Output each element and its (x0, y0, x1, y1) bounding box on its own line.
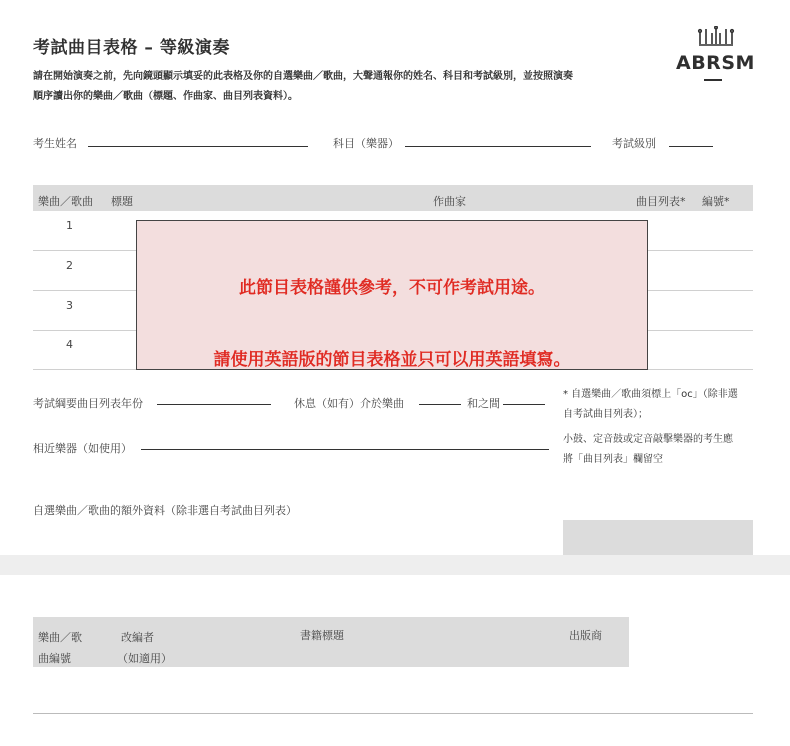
rest-between-field-1[interactable] (419, 404, 461, 405)
col-piece-number-line-2: 曲編號 (38, 652, 71, 665)
own-choice-info-label: 自選樂曲／歌曲的額外資料（除非選自考試曲目列表） (33, 504, 297, 517)
table-row-number: 3 (66, 299, 73, 312)
percussion-note-line-1: 小鼓、定音鼓或定音敲擊樂器的考生應 (563, 434, 733, 445)
syllabus-year-field[interactable] (157, 404, 271, 405)
page2-row-divider (33, 713, 753, 714)
own-choice-note-line-2: 自考試曲目列表）； (563, 409, 648, 420)
notice-line-1: 此節目表格謹供參考，不可作考試用途。 (239, 278, 545, 298)
page-title: 考試曲目表格 – 等級演奏 (33, 38, 230, 58)
table-row-number: 2 (66, 259, 73, 272)
subject-label: 科目（樂器） (333, 137, 399, 150)
col-title: 標題 (111, 195, 133, 208)
candidate-name-label: 考生姓名 (33, 137, 77, 150)
table-row-number: 1 (66, 219, 73, 232)
crown-icon (696, 26, 736, 50)
logo-text: ABRSM (676, 52, 755, 74)
subject-field[interactable] (405, 146, 591, 147)
instructions-line-2: 順序讀出你的樂曲／歌曲（標題、作曲家、曲目列表資料）。 (33, 91, 298, 102)
and-between-label: 和之間 (467, 397, 500, 410)
similar-instrument-field[interactable] (141, 449, 549, 450)
abrsm-logo (676, 26, 756, 86)
own-choice-info-box[interactable] (563, 520, 753, 556)
grade-field[interactable] (669, 146, 713, 147)
col-composer: 作曲家 (433, 195, 466, 208)
col-arranger (117, 627, 172, 669)
notice-line-2: 請使用英語版的節目表格並只可以用英語填寫。 (213, 350, 571, 370)
percussion-note (563, 430, 733, 470)
own-choice-note (563, 385, 738, 425)
col-number: 編號* (702, 195, 730, 208)
similar-instrument-label: 相近樂器（如使用） (33, 442, 132, 455)
col-arranger-line-1: 改編者 (121, 631, 154, 644)
grade-label: 考試級別 (612, 137, 656, 150)
percussion-note-line-2: 將「曲目列表」欄留空 (563, 454, 663, 465)
col-publisher: 出版商 (569, 629, 602, 642)
own-choice-note-line-1: * 自選樂曲／歌曲須標上「oc」（除非選 (563, 389, 738, 400)
page-break (0, 555, 790, 575)
syllabus-year-label: 考試綱要曲目列表年份 (33, 397, 143, 410)
rest-between-field-2[interactable] (503, 404, 545, 405)
col-piece-number-line-1: 樂曲／歌 (38, 631, 82, 644)
col-piece: 樂曲／歌曲 (38, 195, 93, 208)
candidate-name-field[interactable] (88, 146, 308, 147)
table-row-number: 4 (66, 338, 73, 351)
col-arranger-line-2: （如適用） (117, 652, 172, 665)
instructions-line-1: 請在開始演奏之前，先向鏡頭顯示填妥的此表格及你的自選樂曲／歌曲，大聲通報你的姓名、科目和考試級別，並按照演奏 (33, 71, 573, 82)
reference-only-notice (136, 220, 648, 370)
col-piece-number (38, 627, 82, 669)
rest-between-label: 休息（如有）介於樂曲 (294, 397, 404, 410)
col-book-title: 書籍標題 (300, 629, 344, 642)
logo-underline (704, 79, 722, 81)
instructions (33, 67, 623, 107)
col-list: 曲目列表* (636, 195, 686, 208)
